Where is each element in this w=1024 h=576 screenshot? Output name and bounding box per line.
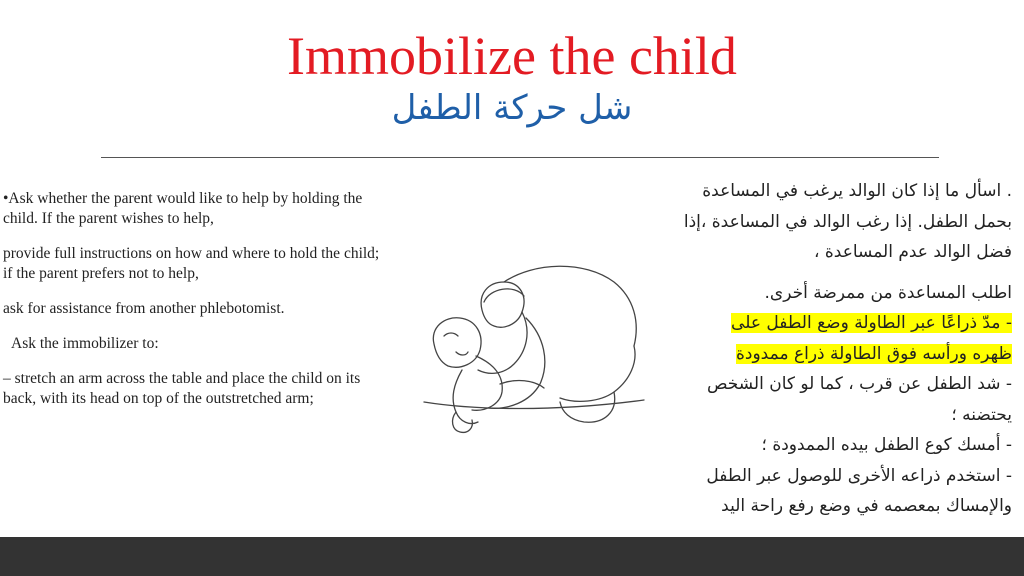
slide-title: Immobilize the child: [287, 26, 737, 86]
arabic-line: بحمل الطفل. إذا رغب الوالد في المساعدة ،إذا: [683, 211, 1012, 232]
instruction-paragraph: •Ask whether the parent would like to help by holding the child. If the parent wishes to help,: [3, 190, 363, 227]
instruction-paragraph: provide full instructions on how and where to hold the child; if the parent prefers not to help,: [3, 245, 380, 282]
arabic-line: والإمساك بمعصمه في وضع رفع راحة اليد: [721, 496, 1012, 516]
highlighted-arabic-line: ظهره ورأسه فوق الطاولة ذراع ممدودة: [736, 343, 1012, 364]
english-instructions: [3, 189, 388, 424]
instruction-paragraph: ask for assistance from another phlebotomist.: [3, 300, 285, 317]
arabic-line: فضل الوالد عدم المساعدة ،: [814, 242, 1012, 262]
arabic-paragraph: [630, 369, 1012, 522]
arabic-line: - شد الطفل عن قرب ، كما لو كان الشخص: [706, 374, 1012, 394]
arabic-instructions: [630, 176, 1012, 522]
arabic-line: - أمسك كوع الطفل بيده الممدودة ؛: [761, 435, 1012, 455]
arabic-line: اطلب المساعدة من ممرضة أخرى.: [764, 282, 1012, 303]
immobilize-child-illustration: [404, 252, 654, 452]
footer-bar: [0, 537, 1024, 576]
arabic-paragraph: [630, 278, 1012, 309]
arabic-paragraph: [630, 176, 1012, 268]
instruction-paragraph: Ask the immobilizer to:: [11, 335, 159, 352]
arabic-line: . اسأل ما إذا كان الوالد يرغب في المساعدة: [702, 181, 1012, 201]
title-divider: [101, 157, 939, 158]
instruction-paragraph: – stretch an arm across the table and place the child on its back, with its head on top of the outstretched arm;: [3, 370, 361, 407]
arabic-line: - استخدم ذراعه الأخرى للوصول عبر الطفل: [706, 465, 1012, 486]
arabic-highlighted-paragraph: [630, 308, 1012, 369]
slide-subtitle-arabic: شل حركة الطفل: [391, 88, 633, 128]
highlighted-arabic-line: - مدّ ذراعًا عبر الطاولة وضع الطفل على: [731, 313, 1012, 333]
arabic-line: يحتضنه ؛: [951, 404, 1012, 425]
